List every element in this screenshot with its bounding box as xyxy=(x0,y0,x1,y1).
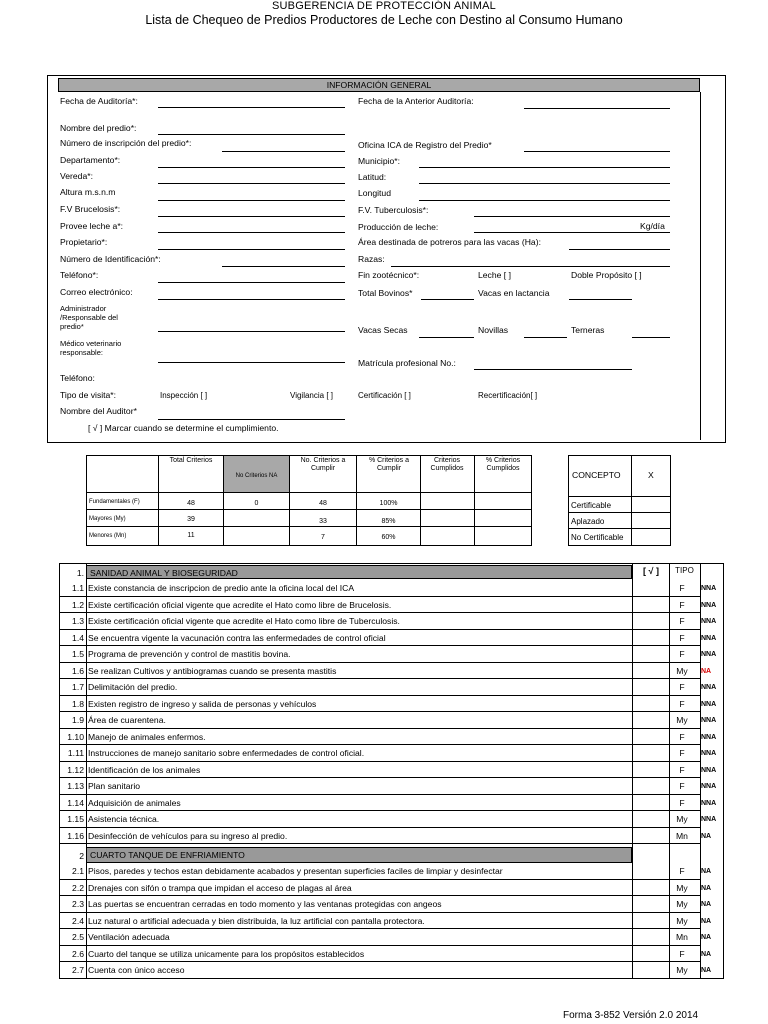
check-note: [ √ ] Marcar cuando se determine el cumplimiento. xyxy=(88,423,279,433)
field-altitude: Altura m.s.n.m xyxy=(60,187,116,197)
item-na-flag: NA xyxy=(701,868,712,875)
input-altitude[interactable] xyxy=(158,200,345,201)
item-na-flag: NNA xyxy=(701,783,717,790)
item-na-flag: NNA xyxy=(701,717,717,724)
input-supplies-milk[interactable] xyxy=(158,232,345,233)
item-number: 2.3 xyxy=(72,899,84,909)
item-type: F xyxy=(679,948,685,959)
item-number: 1.6 xyxy=(72,665,84,676)
field-phone: Teléfono*: xyxy=(60,270,99,280)
item-na-flag: NA xyxy=(701,884,712,892)
checklist-row[interactable] xyxy=(60,795,717,812)
item-na-flag: NA xyxy=(701,917,712,925)
summary-row-total: 11 xyxy=(187,532,195,539)
field-previous-audit: Fecha de la Anterior Auditoría: xyxy=(358,96,474,106)
item-number: 1.15 xyxy=(67,814,84,824)
option-inspection[interactable]: Inspección [ ] xyxy=(160,391,208,400)
item-check-cell[interactable] xyxy=(632,696,669,713)
checklist-row[interactable] xyxy=(60,745,717,762)
unit-kg-per-day: Kg/día xyxy=(640,221,665,231)
general-info-right-border xyxy=(700,92,701,440)
field-milk-production: Producción de leche: xyxy=(358,222,439,232)
input-ica-office[interactable] xyxy=(524,151,670,152)
input-dry-cows[interactable] xyxy=(419,337,474,338)
input-registration-number[interactable] xyxy=(222,151,345,152)
field-heifers: Novillas xyxy=(478,325,509,335)
item-na-flag: NA xyxy=(701,934,712,941)
item-check-cell[interactable] xyxy=(632,811,669,828)
item-number: 1.16 xyxy=(67,830,84,841)
item-type: F xyxy=(679,731,685,742)
item-number: 2.5 xyxy=(72,932,84,942)
item-na-flag: NNA xyxy=(701,585,717,592)
item-na-flag: NNA xyxy=(701,750,717,757)
checklist-row[interactable] xyxy=(60,811,717,828)
item-number: 1.3 xyxy=(72,616,84,626)
checklist-row[interactable] xyxy=(60,896,712,913)
item-check-cell[interactable] xyxy=(632,729,669,746)
item-number: 1.7 xyxy=(72,682,84,692)
field-vet-phone: Teléfono: xyxy=(60,373,95,383)
item-na-flag: NA xyxy=(701,832,712,840)
checklist-row[interactable] xyxy=(60,696,717,713)
item-type: F xyxy=(679,583,685,593)
input-brucellosis-date[interactable] xyxy=(158,216,345,217)
item-check-cell[interactable] xyxy=(632,613,669,630)
input-total-cattle[interactable] xyxy=(421,299,474,300)
field-zootechnic-purpose: Fin zootécnico*: xyxy=(358,270,420,280)
item-text: Se realizan Cultivos y antibiogramas cuando se presenta mastitis xyxy=(88,665,337,676)
checklist-row[interactable] xyxy=(60,630,717,647)
item-check-cell[interactable] xyxy=(632,880,669,897)
field-owner: Propietario*: xyxy=(60,237,108,247)
input-breeds[interactable] xyxy=(391,266,670,267)
item-na-flag: NNA xyxy=(701,766,717,774)
checklist-row[interactable] xyxy=(60,880,712,897)
item-text: Plan sanitario xyxy=(88,781,141,791)
checklist-row[interactable] xyxy=(60,663,712,680)
item-text: Cuarto del tanque se utiliza unicamente para los propósitos establecidos xyxy=(88,948,365,959)
item-check-cell[interactable] xyxy=(632,929,669,946)
field-breeds: Razas: xyxy=(358,254,385,264)
item-text: Las puertas se encuentran cerradas en todo momento y las ventanas protegidas con angeos xyxy=(88,899,442,909)
checklist-row[interactable] xyxy=(60,778,717,795)
item-check-cell[interactable] xyxy=(632,745,669,762)
document-title: Lista de Chequeo de Predios Productores de Leche con Destino al Consumo Humano xyxy=(145,13,623,27)
item-text: Adquisición de animales xyxy=(88,797,181,808)
item-check-cell[interactable] xyxy=(632,913,669,930)
item-number: 2.7 xyxy=(72,965,84,975)
input-previous-audit[interactable] xyxy=(524,108,670,109)
item-number: 2.4 xyxy=(72,915,84,926)
item-type: My xyxy=(676,882,688,893)
item-text: Desinfección de vehículos para su ingreso al predio. xyxy=(88,830,288,841)
input-email[interactable] xyxy=(158,299,345,300)
item-text: Área de cuarentena. xyxy=(88,715,166,725)
field-registration-number: Número de inscripción del predio*: xyxy=(60,138,192,148)
check-column-header: [ √ ] xyxy=(643,566,659,576)
summary-row-cumplir: 7 xyxy=(321,534,325,541)
item-number: 1.1 xyxy=(72,583,84,593)
form-version: Forma 3-852 Versión 2.0 2014 xyxy=(563,1010,699,1021)
section-title: CUARTO TANQUE DE ENFRIAMIENTO xyxy=(90,850,245,860)
item-type: F xyxy=(679,616,685,626)
checklist-row[interactable] xyxy=(60,863,712,880)
item-text: Existen registro de ingreso y salida de personas y vehículos xyxy=(88,698,317,709)
item-type: My xyxy=(676,965,688,975)
item-number: 2.2 xyxy=(72,882,84,893)
summary-row-pct: 60% xyxy=(381,534,396,541)
item-na-flag: NNA xyxy=(701,618,717,625)
item-na-flag: NNA xyxy=(701,733,717,741)
general-info-title: INFORMACIÓN GENERAL xyxy=(326,80,432,90)
input-audit-date[interactable] xyxy=(158,107,345,108)
summary-row-total: 48 xyxy=(187,500,195,507)
input-municipality[interactable] xyxy=(419,167,670,168)
item-check-cell[interactable] xyxy=(632,630,669,647)
item-na-flag: NA xyxy=(701,667,712,675)
section-number: 2 xyxy=(79,851,84,861)
item-type: My xyxy=(676,915,688,926)
item-check-cell[interactable] xyxy=(632,762,669,779)
item-text: Existe certificación oficial vigente que acredite el Hato como libre de Brucelosis. xyxy=(88,599,392,610)
item-text: Programa de prevención y control de mastitis bovina. xyxy=(88,649,291,659)
field-administrator: Administrador /Responsable del predio* xyxy=(60,304,118,331)
concept-header: CONCEPTO xyxy=(572,470,621,480)
item-text: Ventilación adecuada xyxy=(88,932,170,942)
option-certification[interactable]: Certificación [ ] xyxy=(358,391,411,400)
checklist-row[interactable] xyxy=(60,613,717,630)
item-type: F xyxy=(679,682,685,692)
item-check-cell[interactable] xyxy=(632,896,669,913)
field-audit-date: Fecha de Auditoría*: xyxy=(60,96,138,106)
item-type: F xyxy=(679,698,685,709)
summary-row-na: 0 xyxy=(254,500,259,507)
field-auditor-name: Nombre del Auditor* xyxy=(60,406,137,416)
input-administrator[interactable] xyxy=(158,331,345,332)
item-type: Mn xyxy=(676,932,688,942)
input-department[interactable] xyxy=(158,167,345,168)
option-surveillance[interactable]: Vigilancia [ ] xyxy=(290,391,333,400)
field-id-number: Número de Identificación*: xyxy=(60,254,161,264)
checklist-row[interactable] xyxy=(60,962,712,979)
option-dual-purpose[interactable]: Doble Propósito [ ] xyxy=(571,270,642,280)
input-auditor-name[interactable] xyxy=(158,419,345,420)
concept-label: Aplazado xyxy=(571,517,605,526)
item-check-cell[interactable] xyxy=(632,778,669,795)
item-type: F xyxy=(679,748,685,758)
summary-header-total: Total Criterios xyxy=(169,457,213,464)
item-text: Identificación de los animales xyxy=(88,764,201,775)
tipo-column-header: TIPO xyxy=(675,566,694,575)
item-number: 1.4 xyxy=(72,632,84,643)
item-check-cell[interactable] xyxy=(632,580,669,597)
input-calves[interactable] xyxy=(632,337,670,338)
input-professional-license[interactable] xyxy=(474,369,632,370)
field-vereda: Vereda*: xyxy=(60,171,93,181)
concept-label: No Certificable xyxy=(571,533,624,542)
item-na-flag: NA xyxy=(701,967,712,974)
field-professional-license: Matrícula profesional No.: xyxy=(358,358,456,368)
input-milk-production[interactable] xyxy=(474,232,670,233)
input-farm-name[interactable] xyxy=(158,134,345,135)
checklist-row[interactable] xyxy=(60,729,717,746)
field-pasture-area: Área destinada de potreros para las vacas (Ha): xyxy=(358,237,541,247)
item-number: 1.13 xyxy=(67,781,84,791)
checklist-row[interactable] xyxy=(60,762,717,779)
item-na-flag: NNA xyxy=(701,799,717,807)
field-brucellosis-date: F.V Brucelosis*: xyxy=(60,204,121,214)
item-na-flag: NNA xyxy=(701,634,717,642)
item-check-cell[interactable] xyxy=(632,863,669,880)
option-milk[interactable]: Leche [ ] xyxy=(478,270,511,280)
summary-header-cumplidos: Criterios Cumplidos xyxy=(430,457,464,472)
item-type: My xyxy=(676,814,688,824)
item-type: My xyxy=(676,715,688,725)
item-number: 1.2 xyxy=(72,599,84,610)
summary-header-na: No Criterios NA xyxy=(235,473,278,479)
field-department: Departamento*: xyxy=(60,155,121,165)
item-check-cell[interactable] xyxy=(632,646,669,663)
summary-row-label: Fundamentales (F) xyxy=(89,499,140,505)
item-number: 1.14 xyxy=(67,797,84,808)
checklist-row[interactable] xyxy=(60,828,712,845)
summary-row-pct: 85% xyxy=(381,518,396,525)
field-dry-cows: Vacas Secas xyxy=(358,325,408,335)
item-number: 1.8 xyxy=(72,698,84,709)
item-text: Pisos, paredes y techos estan debidamente acabados y presentan superficies faciles de limpiar y desinfectar xyxy=(88,866,503,876)
item-check-cell[interactable] xyxy=(632,663,669,680)
field-lactating-cows: Vacas en lactancia xyxy=(478,288,550,298)
field-supplies-milk: Provee leche a*: xyxy=(60,221,124,231)
field-veterinarian: Médico veterinario responsable: xyxy=(60,339,122,357)
item-type: My xyxy=(676,899,688,909)
item-text: Luz natural o artificial adecuada y bien distribuida, la luz artificial con pantalla protectora. xyxy=(88,915,425,926)
item-type: My xyxy=(676,665,688,676)
item-na-flag: NA xyxy=(701,901,712,908)
input-vereda[interactable] xyxy=(158,183,345,184)
item-text: Instrucciones de manejo sanitario sobre enfermedades de control oficial. xyxy=(88,748,365,758)
checklist-row[interactable] xyxy=(60,712,717,729)
field-longitude: Longitud xyxy=(358,188,391,198)
concept-label: Certificable xyxy=(571,501,612,510)
item-na-flag: NNA xyxy=(701,816,717,823)
item-number: 1.9 xyxy=(72,715,84,725)
summary-header-cumplir: No. Criterios a Cumplir xyxy=(300,457,346,472)
summary-row-pct: 100% xyxy=(379,500,398,507)
item-check-cell[interactable] xyxy=(632,679,669,696)
summary-row-cumplir: 33 xyxy=(319,518,327,525)
input-id-number[interactable] xyxy=(222,266,345,267)
item-na-flag: NNA xyxy=(701,684,717,691)
summary-corner xyxy=(86,455,159,493)
checklist-row[interactable] xyxy=(60,597,717,614)
checklist-row[interactable] xyxy=(60,679,717,696)
field-calves: Terneras xyxy=(571,325,605,335)
concept-x-header: X xyxy=(648,470,654,480)
item-type: F xyxy=(679,764,685,775)
item-na-flag: NNA xyxy=(701,601,717,609)
field-total-cattle: Total Bovinos* xyxy=(358,288,413,298)
item-text: Delimitación del predio. xyxy=(88,682,178,692)
item-type: F xyxy=(679,781,685,791)
summary-header-pct-cumplidos: % Criterios Cumplidos xyxy=(485,457,521,472)
item-number: 1.12 xyxy=(67,764,84,775)
item-na-flag: NNA xyxy=(701,651,717,658)
item-check-cell[interactable] xyxy=(632,828,669,845)
item-text: Existe constancia de inscripcion de predio ante la oficina local del ICA xyxy=(88,583,355,593)
summary-header-pct: % Criterios a Cumplir xyxy=(368,457,410,472)
field-tuberculosis-date: F.V. Tuberculosis*: xyxy=(358,205,429,215)
item-number: 1.5 xyxy=(72,649,84,659)
option-recertification[interactable]: Recertificación[ ] xyxy=(478,391,538,400)
item-type: F xyxy=(679,632,685,643)
field-email: Correo electrónico: xyxy=(60,287,133,297)
checklist-row[interactable] xyxy=(60,580,717,597)
document-subtitle: SUBGERENCIA DE PROTECCIÓN ANIMAL xyxy=(272,0,496,12)
checklist-row[interactable] xyxy=(60,946,712,963)
field-municipality: Municipio*: xyxy=(358,156,401,166)
checklist-row[interactable] xyxy=(60,646,717,663)
checklist-row[interactable] xyxy=(60,929,712,946)
item-number: 1.11 xyxy=(67,748,84,758)
summary-row-cumplir: 48 xyxy=(319,500,327,507)
item-check-cell[interactable] xyxy=(632,712,669,729)
summary-row-label: Menores (Mn) xyxy=(89,533,127,539)
summary-row-total: 39 xyxy=(187,516,195,523)
input-heifers[interactable] xyxy=(524,337,567,338)
item-number: 1.10 xyxy=(67,731,84,742)
item-type: F xyxy=(679,797,685,808)
item-type: F xyxy=(679,649,685,659)
input-lactating-cows[interactable] xyxy=(569,299,632,300)
input-veterinarian[interactable] xyxy=(158,362,345,363)
item-check-cell[interactable] xyxy=(632,597,669,614)
item-text: Existe certificación oficial vigente que acredite el Hato como libre de Tuberculosis. xyxy=(88,616,400,626)
item-text: Se encuentra vigente la vacunación contra las enfermedades de control oficial xyxy=(88,632,386,643)
item-check-cell[interactable] xyxy=(632,795,669,812)
input-phone[interactable] xyxy=(158,282,345,283)
input-owner[interactable] xyxy=(158,249,345,250)
item-na-flag: NNA xyxy=(701,700,717,708)
item-text: Drenajes con sifón o trampa que impidan el acceso de plagas al área xyxy=(88,882,352,893)
field-latitude: Latitud: xyxy=(358,172,387,182)
input-latitude[interactable] xyxy=(419,183,670,184)
item-type: F xyxy=(679,599,685,610)
field-farm-name: Nombre del predio*: xyxy=(60,123,137,133)
item-text: Asistencia técnica. xyxy=(88,814,160,824)
item-na-flag: NA xyxy=(701,950,712,958)
section-number: 1. xyxy=(76,568,84,578)
checklist-row[interactable] xyxy=(60,913,712,930)
input-tuberculosis-date[interactable] xyxy=(474,216,670,217)
item-number: 2.6 xyxy=(72,948,84,959)
input-longitude[interactable] xyxy=(419,200,670,201)
field-visit-type: Tipo de visita*: xyxy=(60,390,117,400)
item-text: Cuenta con único acceso xyxy=(88,965,185,975)
input-pasture-area[interactable] xyxy=(569,249,670,250)
summary-row-label: Mayores (My) xyxy=(89,516,126,522)
section-title: SANIDAD ANIMAL Y BIOSEGURIDAD xyxy=(90,568,238,578)
item-type: F xyxy=(679,866,685,876)
item-check-cell[interactable] xyxy=(632,946,669,963)
item-type: Mn xyxy=(676,830,688,841)
item-text: Manejo de animales enfermos. xyxy=(88,731,206,742)
item-check-cell[interactable] xyxy=(632,962,669,979)
field-ica-office: Oficina ICA de Registro del Predio* xyxy=(358,140,492,150)
item-number: 2.1 xyxy=(72,866,84,876)
